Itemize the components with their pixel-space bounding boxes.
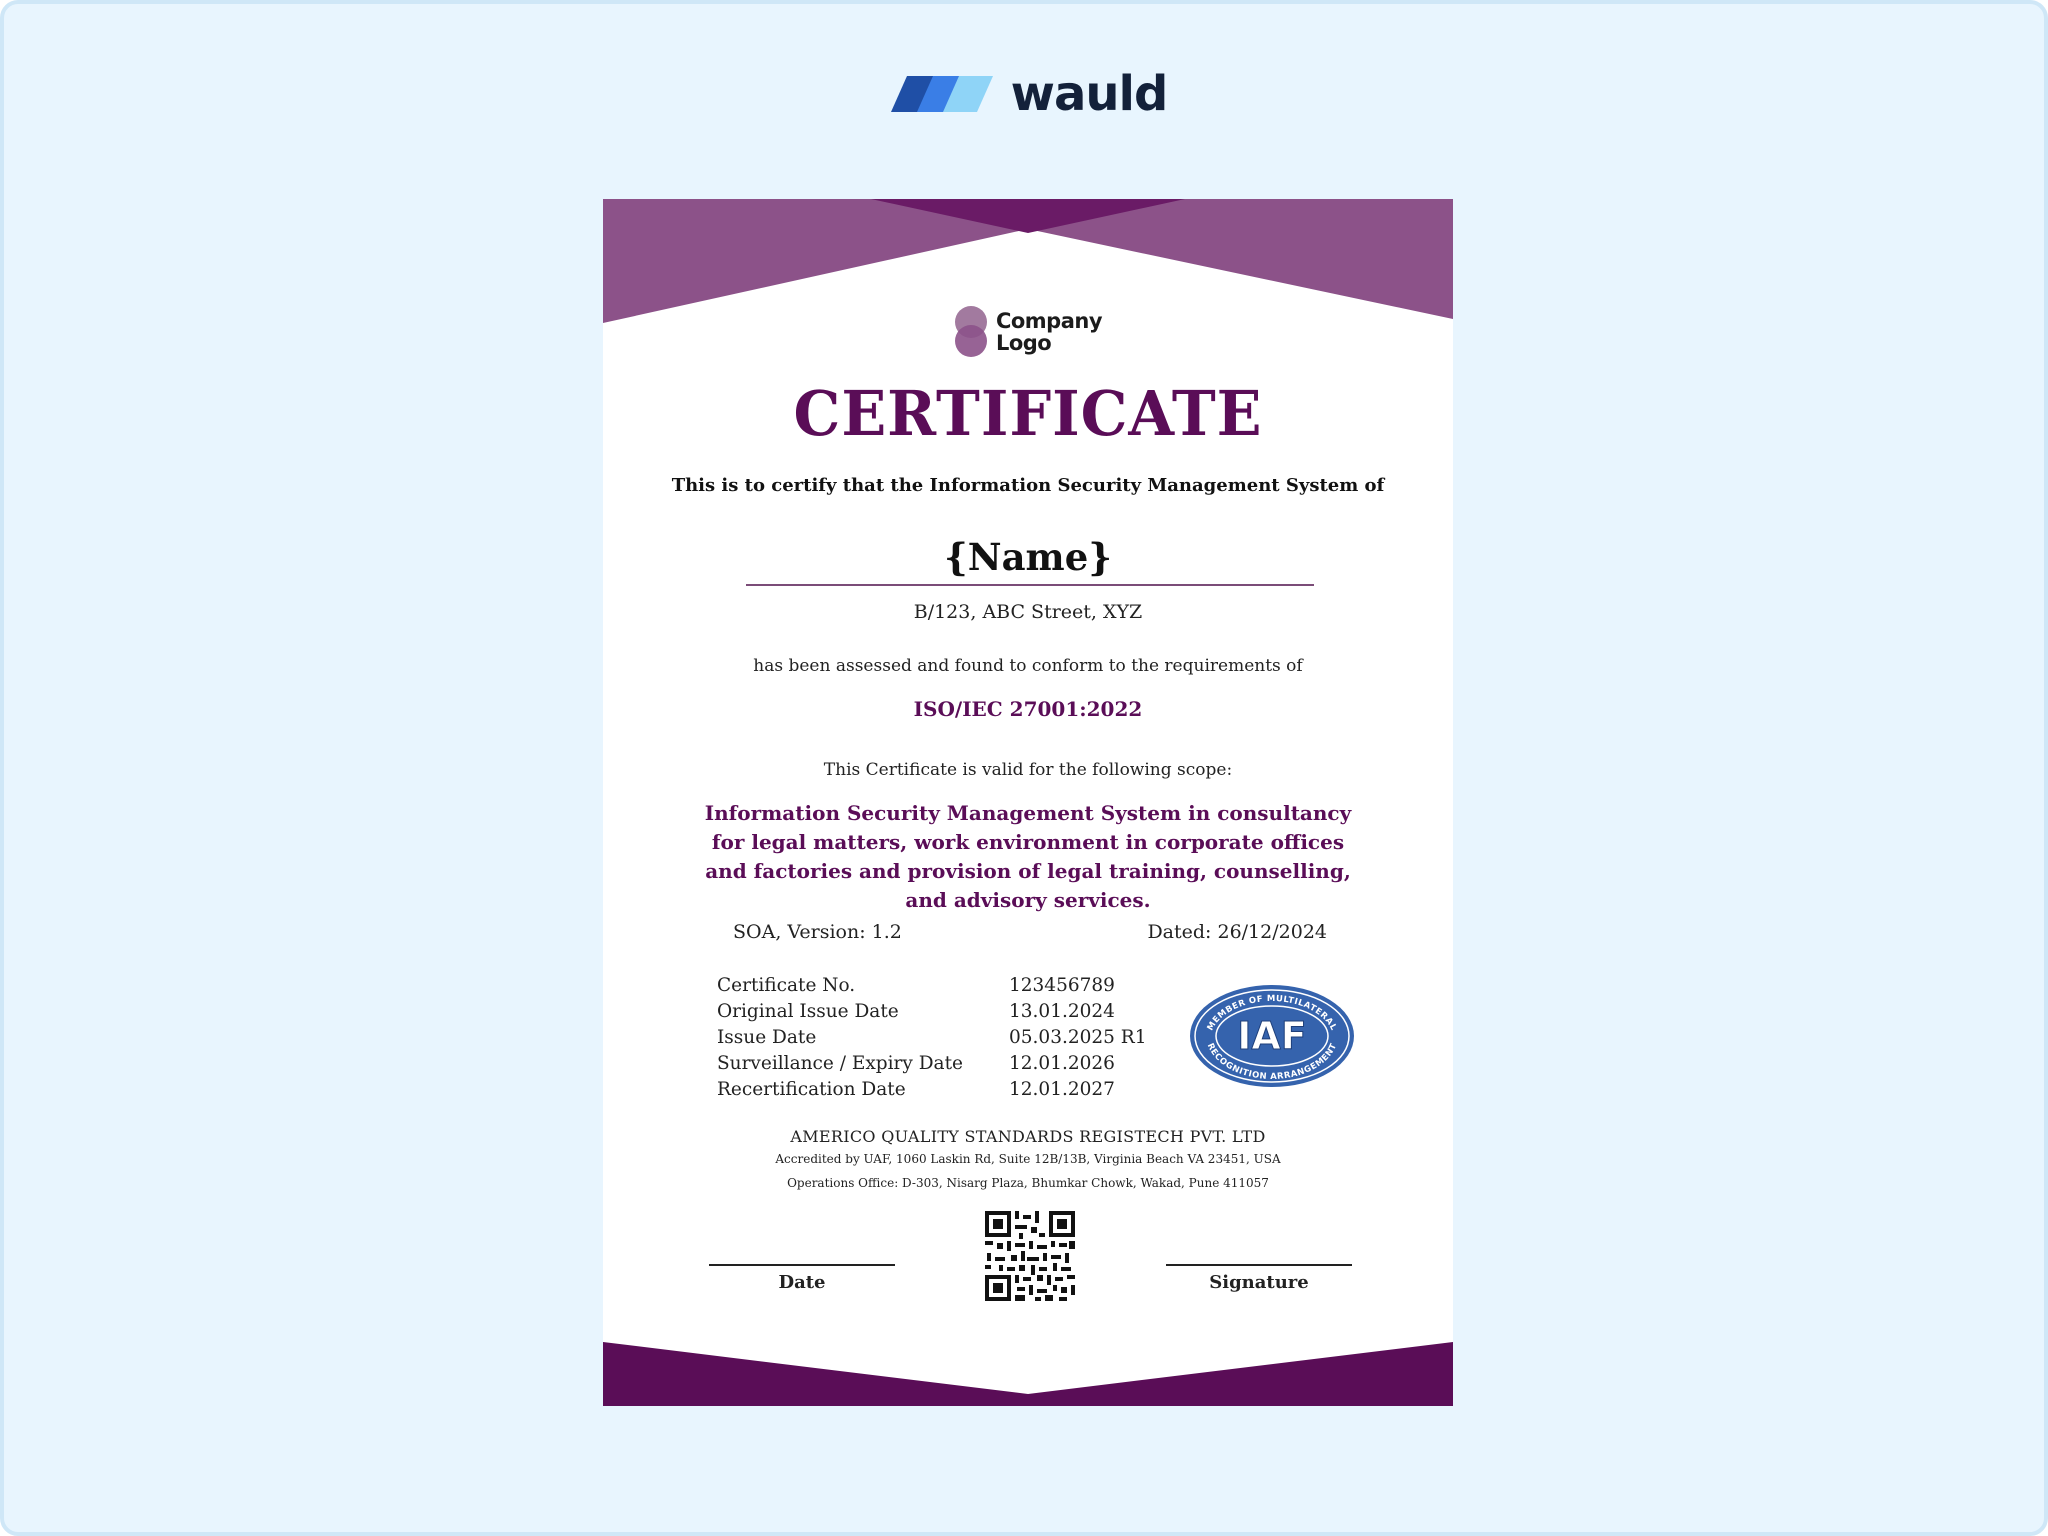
certify-statement: This is to certify that the Information Security Management System of xyxy=(671,475,1385,496)
detail-label: Issue Date xyxy=(717,1027,817,1048)
scope-label: This Certificate is valid for the following scope: xyxy=(823,760,1233,780)
detail-label: Surveillance / Expiry Date xyxy=(717,1053,963,1074)
recipient-address: B/123, ABC Street, XYZ xyxy=(913,601,1143,623)
certificate xyxy=(603,199,1453,1406)
accreditation-line: Accredited by UAF, 1060 Laskin Rd, Suite 12B/13B, Virginia Beach VA 23451, USA xyxy=(775,1152,1281,1166)
detail-row xyxy=(717,1079,1147,1105)
certificate-title: CERTIFICATE xyxy=(793,377,1263,450)
certificate-details xyxy=(717,975,1147,1105)
certifying-organization: AMERICO QUALITY STANDARDS REGISTECH PVT. LTD xyxy=(790,1127,1266,1146)
company-logo-line1: Company xyxy=(995,309,1103,333)
svg-text:IAF: IAF xyxy=(1237,1014,1307,1058)
date-label: Date xyxy=(778,1272,826,1293)
detail-value: 123456789 xyxy=(1009,975,1115,996)
detail-value: 05.03.2025 R1 xyxy=(1009,1027,1147,1048)
brand-header xyxy=(4,64,2048,124)
brand-name: wauld xyxy=(1010,66,1168,122)
soa-version: SOA, Version: 1.2 xyxy=(733,921,902,943)
scope-text: Information Security Management System in consultancy for legal matters, work environment in corporate offices and factories and provision of legal training, counselling, and advisory services. xyxy=(704,801,1352,912)
company-logo-line2: Logo xyxy=(995,331,1052,355)
detail-value: 13.01.2024 xyxy=(1009,1001,1115,1022)
conformance-statement: has been assessed and found to conform to the requirements of xyxy=(753,656,1303,676)
detail-row xyxy=(717,1027,1147,1053)
operations-office: Operations Office: D-303, Nisarg Plaza, Bhumkar Chowk, Wakad, Pune 411057 xyxy=(787,1176,1269,1190)
dated: Dated: 26/12/2024 xyxy=(1147,921,1327,943)
svg-text:MEMBER OF MULTILATERAL: MEMBER OF MULTILATERAL xyxy=(1205,993,1339,1033)
detail-row xyxy=(717,1001,1147,1027)
wauld-logo-icon xyxy=(889,70,997,118)
signature-line xyxy=(1166,1264,1352,1266)
standard-name: ISO/IEC 27001:2022 xyxy=(913,697,1143,721)
name-underline xyxy=(746,584,1314,586)
signature-label: Signature xyxy=(1209,1272,1309,1293)
detail-row xyxy=(717,975,1147,1001)
detail-value: 12.01.2026 xyxy=(1009,1053,1115,1074)
svg-text:RECOGNITION ARRANGEMENT: RECOGNITION ARRANGEMENT xyxy=(1204,1041,1340,1083)
recipient-name: {Name} xyxy=(943,535,1113,579)
detail-label: Recertification Date xyxy=(717,1079,906,1100)
qr-code-icon xyxy=(985,1211,1075,1301)
detail-label: Certificate No. xyxy=(717,975,856,996)
company-logo xyxy=(603,305,1453,359)
bottom-banner xyxy=(603,1342,1453,1406)
detail-row xyxy=(717,1053,1147,1079)
date-line xyxy=(709,1264,895,1266)
company-logo-icon xyxy=(954,305,992,359)
iaf-seal-icon xyxy=(1188,983,1356,1089)
detail-value: 12.01.2027 xyxy=(1009,1079,1115,1100)
detail-label: Original Issue Date xyxy=(717,1001,899,1022)
